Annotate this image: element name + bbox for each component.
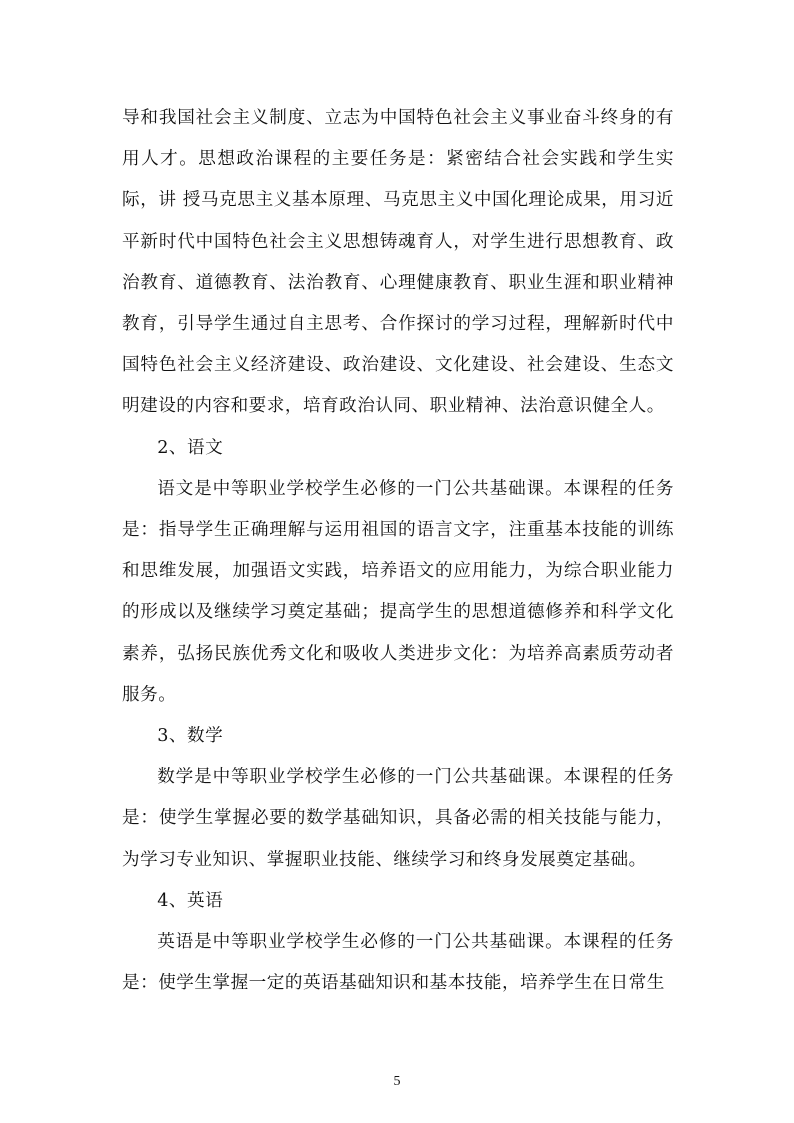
section-heading-chinese: 2、语文 bbox=[157, 437, 224, 458]
paragraph-math: 数学是中等职业学校学生必修的一门公共基础课。本课程的任务是：使学生掌握必要的数学基础知识，具备必需的相关技能与能力，为学习专业知识、掌握职业技能、继续学习和终身发展奠定基础。 bbox=[122, 767, 674, 870]
paragraph-english: 英语是中等职业学校学生必修的一门公共基础课。本课程的任务是：使学生掌握一定的英语基础知识和基本技能，培养学生在日常生 bbox=[122, 932, 674, 994]
paragraph-ideology-continued: 导和我国社会主义制度、立志为中国特色社会主义事业奋斗终身的有用人才。思想政治课程的主要任务是：紧密结合社会实践和学生实际，讲 授马克思主义基本原理、马克思主义中国化理论成果，用习近平新时代中国特色社会主义思想铸魂育人，对学生进行思想教育、政治教育、道德教育、法治教育、心理健康教育、职业生涯和职业精神教育，引导学生通过自主思考、合作探讨的学习过程，理解新时代中国特色社会主义经济建设、政治建设、文化建设、社会建设、生态文明建设的内容和要求，培育政治认同、职业精神、法治意识健全人。 bbox=[122, 108, 674, 417]
section-heading-english: 4、英语 bbox=[157, 890, 224, 911]
section-heading-math: 3、数学 bbox=[157, 726, 224, 747]
document-body bbox=[122, 98, 674, 1004]
paragraph-chinese: 语文是中等职业学校学生必修的一门公共基础课。本课程的任务是：指导学生正确理解与运用祖国的语言文字，注重基本技能的训练和思维发展，加强语文实践，培养语文的应用能力，为综合职业能力的形成以及继续学习奠定基础；提高学生的思想道德修养和科学文化素养，弘扬民族优秀文化和吸收人类进步文化：为培养高素质劳动者服务。 bbox=[122, 478, 674, 705]
page-number: 5 bbox=[393, 1074, 401, 1089]
